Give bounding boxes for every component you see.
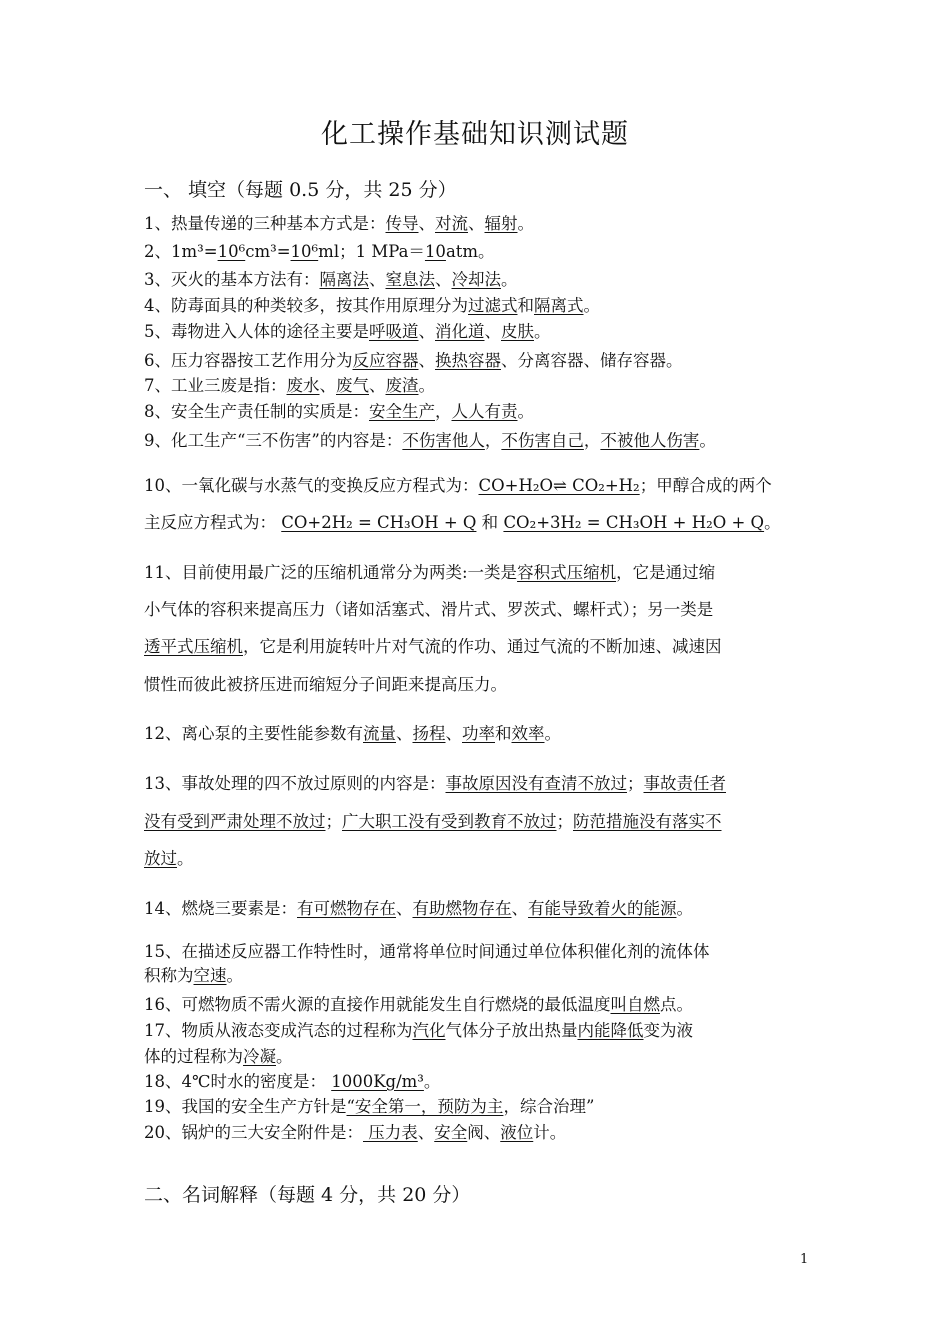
question-text: ；甲醇合成的两个 [639, 476, 772, 495]
question-text: 、 [484, 322, 501, 341]
answer-text: CO₂+3H₂ = CH₃OH + H₂O + Q [503, 513, 765, 532]
answer-text: 有助燃物存在 [412, 899, 512, 918]
answer-text: 呼吸道 [369, 322, 419, 341]
question-line [144, 401, 534, 423]
answer-text: 10 [424, 242, 446, 261]
answer-text: 隔离法 [319, 270, 369, 289]
answer-text: 安全 [434, 1123, 468, 1142]
question-text: 8、安全生产责任制的实质是： [144, 402, 369, 421]
answer-text: 过滤式 [468, 296, 518, 315]
question-text: 、 [369, 376, 386, 395]
answer-text: 压力表 [363, 1123, 418, 1142]
question-text: 13、事故处理的四不放过原则的内容是： [144, 774, 446, 793]
question-text: 2、1m³= [144, 242, 218, 261]
question-text: 和 [495, 724, 512, 743]
answer-text: 功率 [462, 724, 495, 743]
answer-text: 安全生产 [369, 402, 435, 421]
question-line [144, 811, 722, 833]
answer-text: 有能导致着火的能源 [528, 899, 677, 918]
question-text: 19、我国的安全生产方针是 [144, 1097, 347, 1116]
question-text: 阀、 [467, 1123, 501, 1142]
question-line [144, 941, 710, 963]
answer-text: 冷却法 [451, 270, 501, 289]
answer-text: 空速 [193, 966, 227, 985]
question-line [144, 295, 600, 317]
question-text: ； [627, 774, 644, 793]
answer-text: 废渣 [385, 376, 419, 395]
question-text: 。 [226, 966, 243, 985]
answer-text: 废水 [286, 376, 320, 395]
question-text: ； [556, 812, 573, 831]
question-text: 12、离心泵的主要性能参数有 [144, 724, 363, 743]
answer-text: 液位 [500, 1123, 534, 1142]
answer-text: 10⁶ [290, 242, 319, 261]
question-text: cm³= [245, 242, 291, 261]
answer-text: CO+2H₂ = CH₃OH + Q [281, 513, 477, 532]
answer-text: 不伤害他人 [402, 431, 485, 450]
question-text: 4、防毒面具的种类较多，按其作用原理分为 [144, 296, 468, 315]
question-text: 7、工业三废是指： [144, 376, 287, 395]
question-line [144, 599, 713, 621]
answer-text: 皮肤 [501, 322, 534, 341]
question-text: 、 [396, 724, 413, 743]
question-text: 。 [534, 322, 551, 341]
question-text: 、 [435, 270, 452, 289]
question-text: ， [484, 431, 502, 450]
question-text: 6、压力容器按工艺作用分为 [144, 351, 353, 370]
question-text: 、 [369, 270, 386, 289]
question-line [144, 674, 507, 696]
question-line [144, 898, 693, 920]
answer-text: 内能降低 [577, 1021, 644, 1040]
answer-text: 对流 [435, 214, 468, 233]
answer-text: 人人有责 [451, 402, 518, 421]
question-line [144, 994, 693, 1016]
question-text: 小气体的容积来提高压力（诸如活塞式、滑片式、罗茨式、螺杆式）；另一类是 [144, 600, 714, 619]
question-text: ，它是通过缩 [616, 563, 716, 582]
question-line [144, 1046, 293, 1068]
question-text: 。 [517, 214, 534, 233]
question-line [144, 430, 716, 452]
answer-text: 汽化 [412, 1021, 446, 1040]
question-line [144, 321, 551, 343]
answer-text: 反应容器 [352, 351, 419, 370]
question-text: 18、4℃时水的密度是： [144, 1072, 332, 1091]
question-line [144, 723, 561, 745]
question-text: 、 [418, 322, 435, 341]
question-text: 。 [423, 1072, 441, 1091]
question-line [144, 773, 726, 795]
question-text: 、 [396, 899, 413, 918]
answer-text: 传导 [385, 214, 419, 233]
answer-text: 消化道 [435, 322, 485, 341]
answer-text: 没有受到严肃处理不放过 [144, 812, 326, 831]
answer-text: 事故责任者 [643, 774, 726, 793]
question-text: 10、一氧化碳与水蒸气的变换反应方程式为： [144, 476, 479, 495]
question-text: 15、在描述反应器工作特性时，通常将单位时间通过单位体积催化剂的流体体 [144, 942, 710, 961]
question-text: 、 [445, 724, 462, 743]
question-line [144, 512, 781, 534]
page-number: 1 [800, 1252, 809, 1267]
question-text: 主反应方程式为： [144, 513, 282, 532]
answer-text: 换热容器 [435, 351, 501, 370]
answer-text: 不伤害自己 [501, 431, 584, 450]
answer-text: 冷凝 [243, 1047, 276, 1066]
question-text: ，它是利用旋转叶片对气流的作功、通过气流的不断加速、减速因 [243, 637, 722, 656]
question-text: 。 [764, 513, 781, 532]
question-text: ， [435, 402, 452, 421]
question-text: 20、锅炉的三大安全附件是： [144, 1123, 363, 1142]
section-heading-fill-blank: 一、 填空（每题 0.5 分，共 25 分） [144, 179, 457, 201]
answer-text: 不被他人伤害 [600, 431, 700, 450]
answer-text: 叫自燃 [610, 995, 660, 1014]
question-text: 。 [276, 1047, 293, 1066]
question-text: ml；1 MPa＝ [318, 242, 425, 261]
question-text: 积称为 [144, 966, 194, 985]
answer-text: 辐射 [484, 214, 518, 233]
question-line [144, 241, 495, 263]
question-line [144, 475, 772, 497]
question-line [144, 213, 534, 235]
answer-text: “安全第一，预防为主 [346, 1097, 504, 1116]
question-text: 、分离容器、储存容器。 [501, 351, 683, 370]
answer-text: 扬程 [412, 724, 446, 743]
question-line [144, 562, 715, 584]
question-line [144, 1071, 440, 1093]
answer-text: 流量 [363, 724, 396, 743]
question-text: 、 [319, 376, 336, 395]
answer-text: 防范措施没有落实不 [573, 812, 722, 831]
question-text: 点。 [660, 995, 693, 1014]
question-text: 5、毒物进入人体的途径主要是 [144, 322, 369, 341]
answer-text: 放过 [144, 849, 177, 868]
question-text: 。 [544, 724, 561, 743]
question-line [144, 1096, 594, 1118]
question-text: 。 [418, 376, 435, 395]
answer-text: CO+H₂O⇌ CO₂+H₂ [478, 476, 640, 495]
question-text: 惯性而彼此被挤压进而缩短分子间距来提高压力。 [144, 675, 507, 694]
question-text: 14、燃烧三要素是： [144, 899, 297, 918]
question-line [144, 848, 194, 870]
question-text: 。 [676, 899, 693, 918]
answer-text: 1000Kg/m³ [331, 1072, 424, 1091]
question-text: 。 [177, 849, 194, 868]
question-text: 、 [468, 214, 485, 233]
question-text: 。 [501, 270, 518, 289]
question-text: 。 [699, 431, 716, 450]
question-text: 。 [583, 296, 600, 315]
answer-text: 窒息法 [385, 270, 435, 289]
question-text: 变为液 [643, 1021, 693, 1040]
question-text: 和 [517, 296, 534, 315]
question-line [144, 375, 435, 397]
question-text: ， [583, 431, 601, 450]
question-text: 、 [418, 351, 435, 370]
question-line [144, 1122, 566, 1144]
question-line [144, 269, 518, 291]
question-text: 气体分子放出热量 [445, 1021, 578, 1040]
question-text: 和 [476, 513, 504, 532]
question-text: ； [325, 812, 342, 831]
answer-text: 效率 [511, 724, 545, 743]
answer-text: 透平式压缩机 [144, 637, 243, 656]
question-text: 1、热量传递的三种基本方式是： [144, 214, 386, 233]
page-title: 化工操作基础知识测试题 [321, 119, 629, 150]
answer-text: 有可燃物存在 [297, 899, 396, 918]
question-line [144, 1020, 693, 1042]
answer-text: 广大职工没有受到教育不放过 [342, 812, 557, 831]
question-text: 计。 [533, 1123, 567, 1142]
question-line [144, 636, 722, 658]
question-line [144, 965, 243, 987]
question-text: ，综合治理” [503, 1097, 595, 1116]
question-line [144, 350, 683, 372]
question-text: 9、化工生产“三不伤害”的内容是： [144, 431, 403, 450]
answer-text: 10⁶ [217, 242, 246, 261]
answer-text: 隔离式 [534, 296, 584, 315]
question-text: 、 [417, 1123, 435, 1142]
question-text: 11、目前使用最广泛的压缩机通常分为两类:一类是 [144, 563, 518, 582]
answer-text: 容积式压缩机 [517, 563, 617, 582]
question-text: 、 [511, 899, 528, 918]
answer-text: 废气 [336, 376, 369, 395]
question-text: 体的过程称为 [144, 1047, 243, 1066]
section-heading-terms: 二、名词解释（每题 4 分，共 20 分） [144, 1184, 471, 1206]
question-text: atm。 [445, 242, 495, 261]
question-text: 17、物质从液态变成汽态的过程称为 [144, 1021, 413, 1040]
question-text: 16、可燃物质不需火源的直接作用就能发生自行燃烧的最低温度 [144, 995, 611, 1014]
answer-text: 事故原因没有查清不放过 [445, 774, 627, 793]
question-text: 。 [517, 402, 534, 421]
question-text: 、 [418, 214, 435, 233]
question-text: 3、灭火的基本方法有： [144, 270, 320, 289]
